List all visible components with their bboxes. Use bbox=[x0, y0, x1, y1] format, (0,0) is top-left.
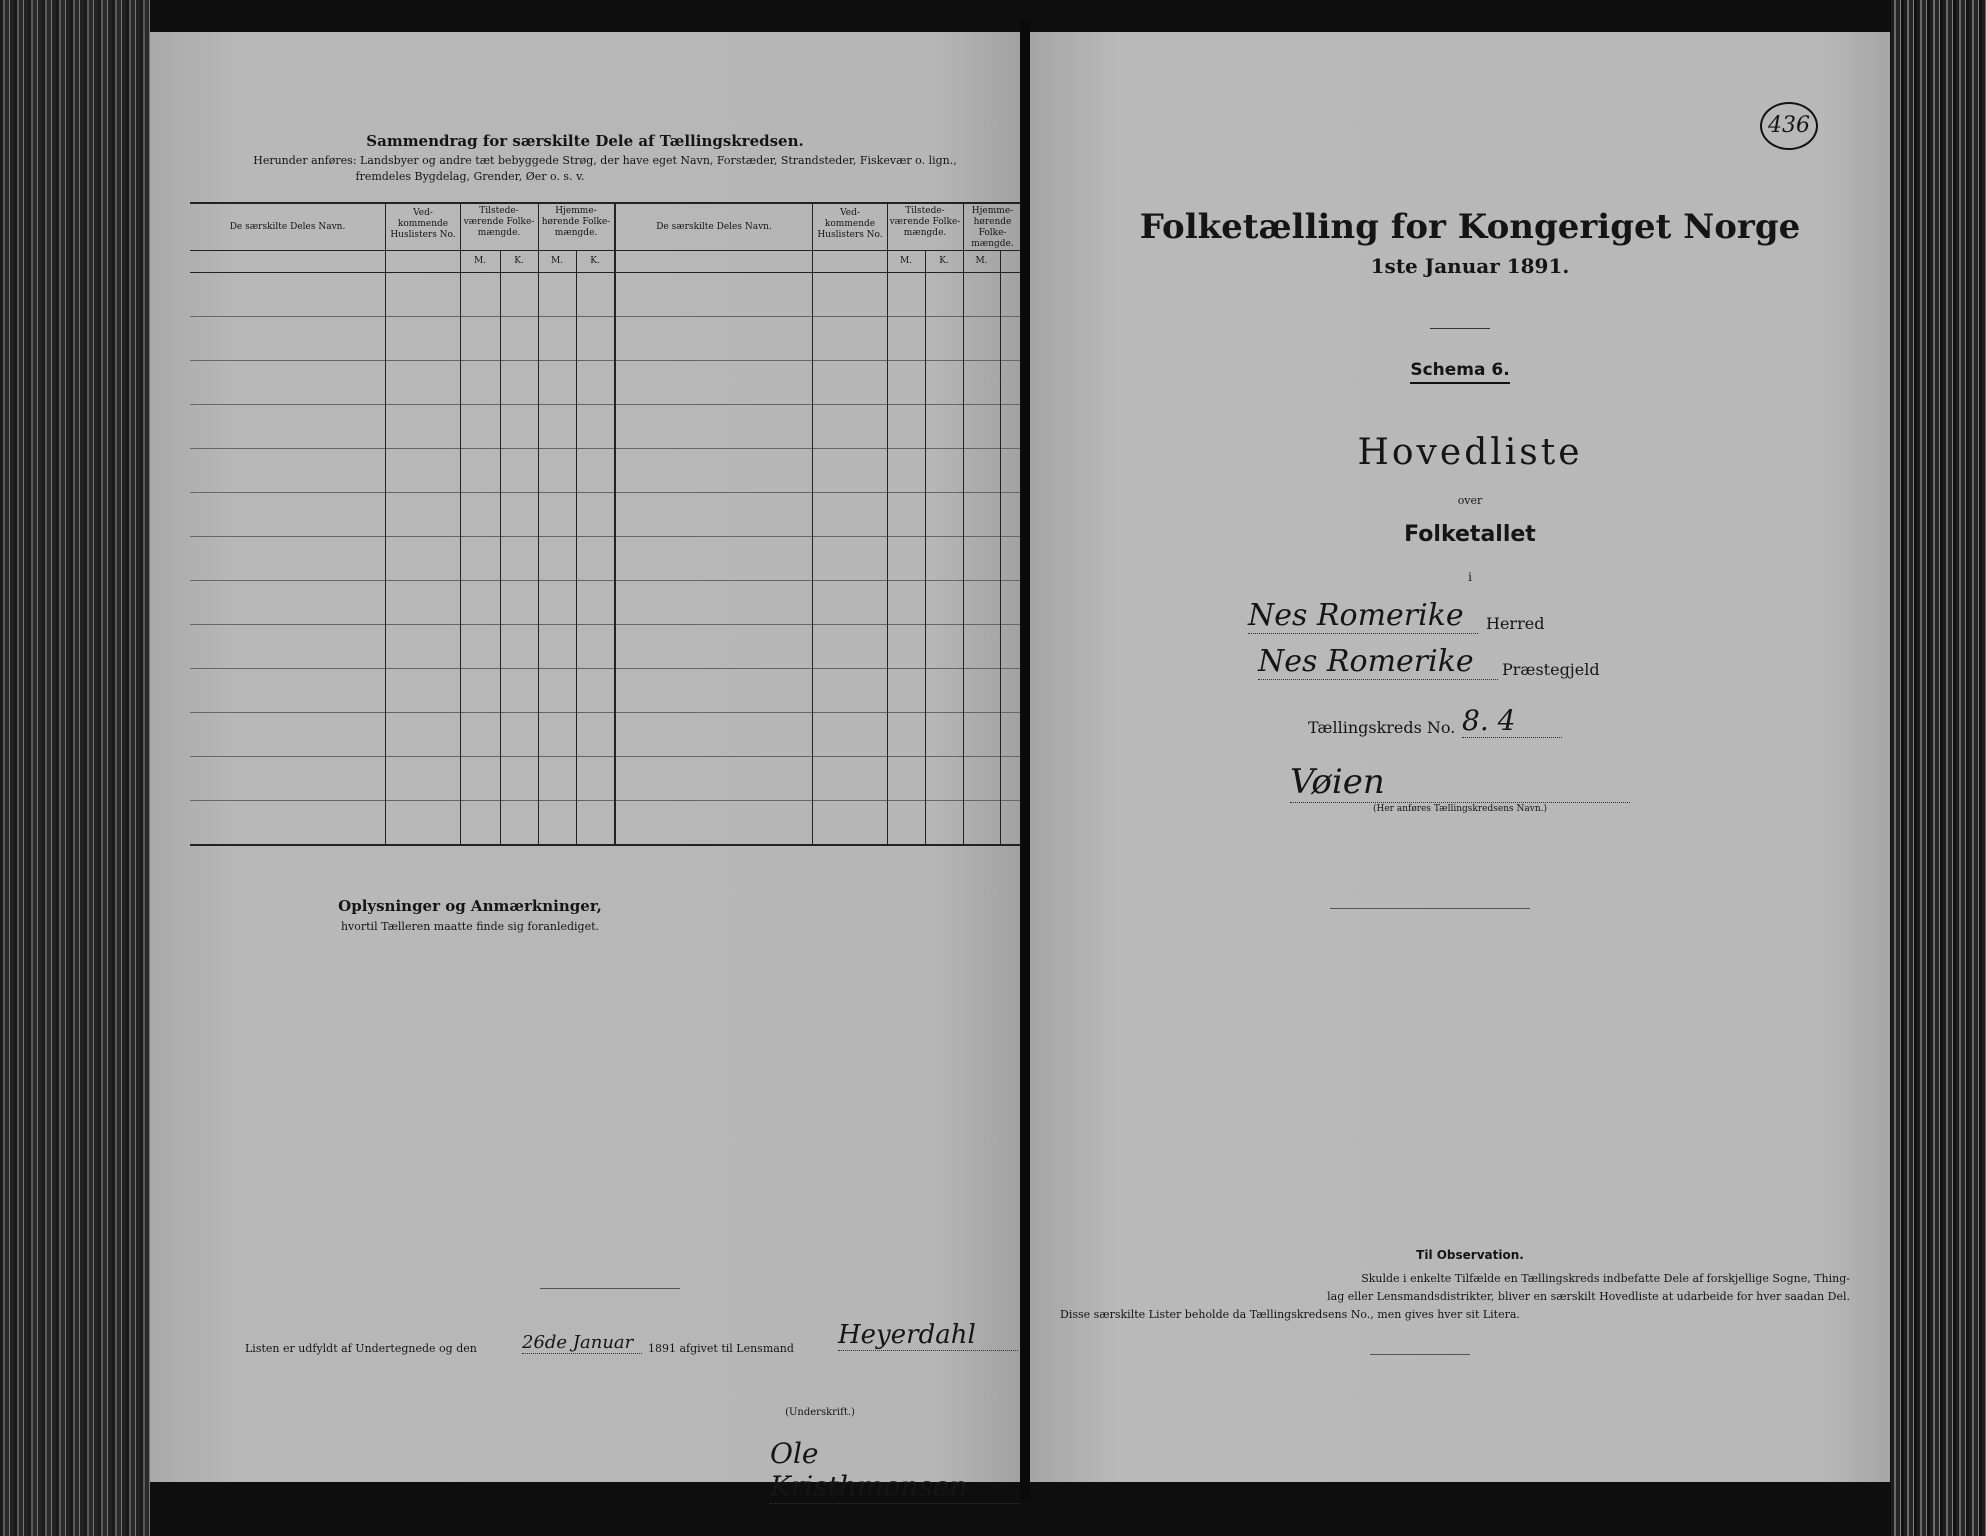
book-gutter bbox=[1020, 20, 1030, 1500]
header-m: M. bbox=[899, 256, 913, 266]
header-m: M. bbox=[550, 256, 564, 266]
header-tilstede: Tilstede- værende Folke- mængde. bbox=[889, 206, 961, 238]
i-text: i bbox=[1468, 570, 1472, 584]
left-page-title: Sammendrag for særskilte Dele af Tællingskredsen. bbox=[366, 132, 804, 150]
header-huslister: Ved- kommende Huslisters No. bbox=[817, 208, 883, 240]
page-number-stamp: 436 bbox=[1760, 102, 1818, 150]
header-hjemme: Hjemme- hørende Folke- mængde. bbox=[971, 206, 1014, 249]
herred-label: Herred bbox=[1486, 614, 1545, 633]
header-m: M. bbox=[975, 256, 988, 266]
hovedliste-title: Hovedliste bbox=[1357, 432, 1583, 473]
observation-line-3: Disse særskilte Lister beholde da Tællingskredsens No., men gives hver sit Litera. bbox=[1060, 1308, 1520, 1321]
left-page bbox=[150, 32, 1020, 1503]
underskrift-label: (Underskrift.) bbox=[785, 1407, 855, 1418]
date-line: 1ste Januar 1891. bbox=[1370, 254, 1570, 278]
header-huslister: Ved- kommende Huslisters No. bbox=[390, 208, 456, 240]
header-m: M. bbox=[473, 256, 487, 266]
krets-value: 8. 4 bbox=[1462, 704, 1562, 738]
footer-date: 26de Januar bbox=[522, 1332, 642, 1354]
herred-value: Nes Romerike bbox=[1248, 598, 1478, 634]
header-name: De særskilte Deles Navn. bbox=[656, 222, 772, 232]
footer-lensmand: Heyerdahl bbox=[838, 1320, 1018, 1351]
footer-text-a: Listen er udfyldt af Undertegnede og den bbox=[245, 1342, 477, 1355]
footer-text-b: 1891 afgivet til Lensmand bbox=[648, 1342, 794, 1355]
header-k: K. bbox=[514, 256, 524, 266]
observation-title: Til Observation. bbox=[1416, 1248, 1524, 1262]
over-text: over bbox=[1457, 494, 1483, 507]
main-title: Folketælling for Kongeriget Norge bbox=[1139, 207, 1801, 247]
header-k: K. bbox=[590, 256, 600, 266]
header-k: K. bbox=[939, 256, 949, 266]
header-hjemme: Hjemme- hørende Folke- mængde. bbox=[541, 206, 611, 238]
prestegjeld-label: Præstegjeld bbox=[1502, 660, 1600, 679]
header-name: De særskilte Deles Navn. bbox=[229, 222, 346, 232]
observation-line-2: lag eller Lensmandsdistrikter, bliver en særskilt Hovedliste at udarbeide for hver saadan Del. bbox=[1327, 1290, 1850, 1303]
book-spine-right bbox=[1891, 0, 1986, 1536]
folketallet-title: Folketallet bbox=[1404, 522, 1536, 547]
observation-line-1: Skulde i enkelte Tilfælde en Tællingskreds indbefatte Dele af forskjellige Sogne, Thing- bbox=[1361, 1272, 1850, 1285]
prestegjeld-value: Nes Romerike bbox=[1258, 644, 1498, 680]
left-page-subtitle-2: fremdeles Bygdelag, Grender, Øer o. s. v. bbox=[355, 170, 585, 183]
notes-subtitle: hvortil Tælleren maatte finde sig foranlediget. bbox=[340, 920, 600, 933]
header-tilstede: Tilstede- værende Folke- mængde. bbox=[463, 206, 535, 238]
krets-label: Tællingskreds No. bbox=[1308, 718, 1456, 737]
notes-title: Oplysninger og Anmærkninger, bbox=[338, 897, 602, 915]
krets-name: Vøien bbox=[1290, 762, 1630, 803]
schema-label: Schema 6. bbox=[1370, 360, 1550, 380]
left-page-subtitle-1: Herunder anføres: Landsbyer og andre tæt bebyggede Strøg, der have eget Navn, Forstæder, Strandsteder, Fiskevær o. lign., bbox=[253, 154, 957, 167]
summary-table bbox=[190, 202, 1020, 844]
krets-name-caption: (Her anføres Tællingskredsens Navn.) bbox=[1372, 804, 1547, 814]
book-spine-left bbox=[0, 0, 150, 1536]
signature: Ole Kristhmonsen bbox=[770, 1437, 1020, 1504]
right-page bbox=[1030, 32, 1890, 1482]
